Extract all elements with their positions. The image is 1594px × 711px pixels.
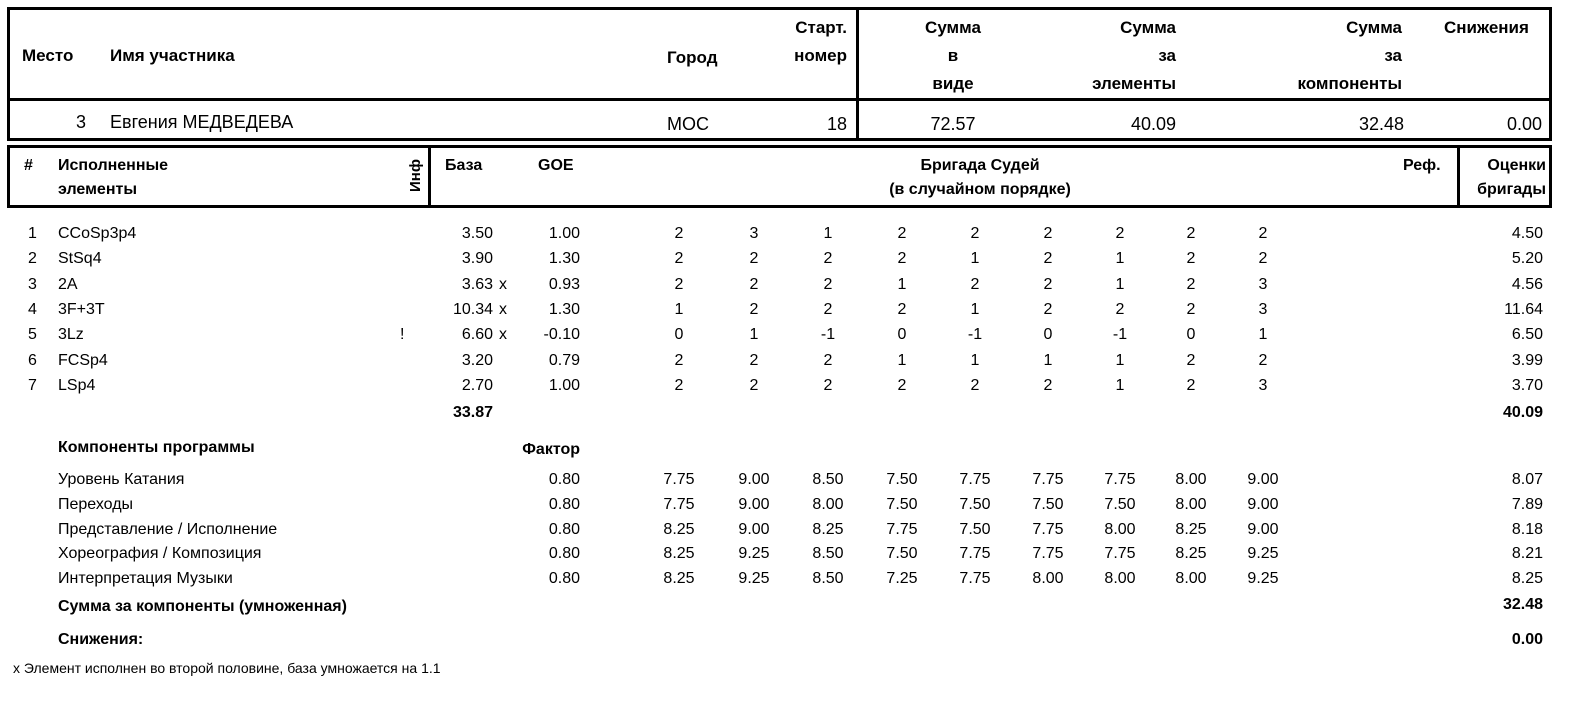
element-judge-score: 1 (897, 351, 907, 369)
component-judge-score: 8.00 (1032, 570, 1064, 588)
element-number: 2 (28, 250, 37, 268)
element-judge-score: 1 (1258, 326, 1268, 344)
element-judge-score: -1 (1112, 326, 1128, 344)
element-judge-score: 1 (970, 351, 980, 369)
component-judge-score: 7.25 (886, 570, 918, 588)
element-judge-score: 2 (1043, 300, 1053, 318)
element-judge-score: 2 (970, 376, 980, 394)
component-judge-score: 8.25 (663, 545, 695, 563)
component-judge-score: 7.75 (1032, 545, 1064, 563)
col-goe: GOE (538, 157, 574, 174)
skater-name: Евгения МЕДВЕДЕВА (110, 112, 294, 132)
component-factor: 0.80 (548, 471, 580, 488)
element-base: 3.90 (461, 250, 493, 268)
element-code: 3F+3T (58, 300, 105, 318)
element-panel-score: 4.56 (1511, 275, 1543, 293)
element-judge-score: 2 (823, 250, 833, 268)
element-judge-score: 2 (970, 275, 980, 293)
col-number: # (24, 157, 33, 174)
element-code: CCoSp3p4 (58, 225, 137, 242)
component-judge-score: 8.50 (812, 545, 844, 563)
component-judge-score: 8.00 (1175, 495, 1207, 513)
col-ref: Реф. (1403, 157, 1441, 174)
element-judge-score: 2 (1186, 250, 1196, 268)
col-pcs-1: Сумма (1346, 18, 1402, 37)
element-panel-score: 11.64 (1504, 300, 1543, 318)
component-judge-score: 7.75 (1032, 471, 1064, 488)
element-judge-score: 1 (749, 326, 759, 344)
component-panel-score: 7.89 (1511, 495, 1543, 513)
component-judge-score: 7.75 (886, 520, 918, 538)
footnote: x Элемент исполнен во второй половине, база умножается на 1.1 (13, 660, 441, 676)
component-name: Хореография / Композиция (58, 545, 262, 563)
element-second-half-mark: x (499, 275, 507, 293)
component-panel-score: 8.18 (1511, 520, 1543, 538)
component-judge-score: 7.50 (1104, 495, 1136, 513)
element-panel-score: 4.50 (1511, 225, 1543, 242)
tes-total: 40.09 (1502, 404, 1543, 421)
factor-label: Фактор (522, 441, 580, 458)
element-code: 3Lz (58, 326, 84, 344)
element-judge-score: 1 (970, 250, 980, 268)
element-judge-score: 1 (1043, 351, 1053, 369)
component-judge-score: 7.75 (663, 495, 695, 513)
col-name: Имя участника (110, 46, 235, 65)
element-number: 5 (28, 326, 37, 344)
element-judge-score: 2 (749, 300, 759, 318)
component-factor: 0.80 (548, 520, 580, 538)
col-tes-3: элементы (1092, 74, 1176, 93)
element-judge-score: 2 (674, 250, 684, 268)
component-judge-score: 7.75 (663, 471, 695, 488)
elements-header-divider-right (1457, 145, 1460, 208)
header-vertical-divider (856, 7, 859, 141)
col-executed-1: Исполненные (58, 157, 169, 174)
component-judge-score: 8.25 (812, 520, 844, 538)
component-name: Переходы (58, 495, 134, 513)
element-panel-score: 5.20 (1511, 250, 1543, 268)
element-base: 2.70 (461, 376, 493, 394)
element-judge-score: 2 (1043, 275, 1053, 293)
col-deductions: Снижения (1444, 18, 1529, 37)
skater-city: MOC (667, 114, 709, 134)
component-judge-score: 7.75 (959, 570, 991, 588)
col-start-1: Старт. (795, 18, 847, 37)
col-place: Место (22, 46, 74, 65)
element-judge-score: 2 (749, 376, 759, 394)
element-judge-score: 2 (823, 275, 833, 293)
component-judge-score: 8.25 (1175, 520, 1207, 538)
element-number: 1 (28, 225, 37, 242)
element-panel-score: 3.70 (1511, 376, 1543, 394)
component-judge-score: 9.00 (1247, 520, 1279, 538)
element-judge-score: 2 (823, 300, 833, 318)
element-judge-score: 2 (674, 225, 684, 242)
element-code: LSp4 (58, 376, 96, 394)
element-judge-score: 3 (1258, 300, 1268, 318)
component-panel-score: 8.07 (1511, 471, 1543, 488)
elements-header-box (7, 145, 1552, 208)
skater-pcs: 32.48 (1358, 114, 1404, 134)
element-goe: 1.00 (548, 225, 580, 242)
element-judge-score: 2 (749, 275, 759, 293)
component-factor: 0.80 (548, 495, 580, 513)
element-info: ! (400, 326, 405, 344)
element-judge-score: 3 (1258, 376, 1268, 394)
component-judge-score: 9.00 (1247, 495, 1279, 513)
component-judge-score: 9.25 (738, 545, 770, 563)
skater-deductions: 0.00 (1506, 114, 1542, 134)
element-judge-score: 1 (674, 300, 684, 318)
element-judge-score: 1 (1115, 376, 1125, 394)
component-judge-score: 7.50 (886, 471, 918, 488)
col-tss-1: Сумма (925, 18, 981, 37)
element-judge-score: 2 (749, 351, 759, 369)
element-panel-score: 6.50 (1511, 326, 1543, 344)
element-judge-score: 2 (1115, 225, 1125, 242)
element-judge-score: 3 (1258, 275, 1268, 293)
element-judge-score: 1 (1115, 250, 1125, 268)
element-judge-score: 2 (674, 351, 684, 369)
base-total: 33.87 (452, 404, 493, 421)
component-judge-score: 8.00 (1104, 570, 1136, 588)
component-judge-score: 9.00 (738, 495, 770, 513)
element-base: 3.20 (461, 351, 493, 369)
element-judge-score: 2 (1043, 376, 1053, 394)
element-goe: 1.30 (548, 250, 580, 268)
element-judge-score: 2 (749, 250, 759, 268)
component-judge-score: 7.75 (1104, 471, 1136, 488)
element-judge-score: 0 (674, 326, 684, 344)
component-factor: 0.80 (548, 545, 580, 563)
element-judge-score: 2 (674, 275, 684, 293)
element-goe: 0.79 (548, 351, 580, 369)
component-judge-score: 9.25 (738, 570, 770, 588)
component-judge-score: 8.25 (663, 570, 695, 588)
col-tes-1: Сумма (1120, 18, 1176, 37)
element-judge-score: 2 (1115, 300, 1125, 318)
element-judge-score: 1 (1115, 351, 1125, 369)
skater-tss: 72.57 (930, 114, 976, 134)
element-judge-score: 2 (897, 225, 907, 242)
component-judge-score: 8.00 (1175, 471, 1207, 488)
element-judge-score: 2 (970, 225, 980, 242)
component-name: Уровень Катания (58, 471, 185, 488)
col-score-1: Оценки (1487, 157, 1546, 174)
component-name: Интерпретация Музыки (58, 570, 233, 588)
component-judge-score: 8.25 (1175, 545, 1207, 563)
component-judge-score: 9.00 (738, 520, 770, 538)
element-judge-score: -1 (820, 326, 836, 344)
component-judge-score: 9.25 (1247, 545, 1279, 563)
component-judge-score: 8.50 (812, 570, 844, 588)
header-divider (7, 98, 1552, 101)
element-judge-score: 2 (1186, 351, 1196, 369)
component-judge-score: 8.00 (1104, 520, 1136, 538)
element-judge-score: 2 (1258, 225, 1268, 242)
col-base: База (445, 157, 483, 174)
skater-start-number: 18 (826, 114, 847, 134)
col-tss-2: в (947, 46, 959, 65)
component-panel-score: 8.21 (1511, 545, 1543, 563)
element-base: 10.34 (452, 300, 493, 318)
elements-header-divider-left (428, 145, 431, 208)
component-judge-score: 9.00 (738, 471, 770, 488)
col-panel-1: Бригада Судей (920, 157, 1040, 174)
element-code: FCSp4 (58, 351, 108, 369)
element-judge-score: 2 (1186, 275, 1196, 293)
element-number: 3 (28, 275, 37, 293)
element-judge-score: 2 (1043, 225, 1053, 242)
component-name: Представление / Исполнение (58, 520, 278, 538)
element-judge-score: 2 (897, 300, 907, 318)
col-tss-3: виде (932, 74, 974, 93)
col-panel-2: (в случайном порядке) (889, 181, 1071, 198)
component-judge-score: 9.25 (1247, 570, 1279, 588)
element-goe: 1.30 (548, 300, 580, 318)
pcs-total: 32.48 (1502, 596, 1543, 613)
col-city: Город (667, 48, 718, 67)
element-judge-score: 1 (897, 275, 907, 293)
element-panel-score: 3.99 (1511, 351, 1543, 369)
deductions-label: Снижения: (58, 631, 144, 648)
skater-place: 3 (76, 112, 87, 132)
element-goe: 1.00 (548, 376, 580, 394)
skater-tes: 40.09 (1130, 114, 1176, 134)
element-judge-score: 2 (1186, 300, 1196, 318)
component-factor: 0.80 (548, 570, 580, 588)
element-base: 3.63 (461, 275, 493, 293)
component-judge-score: 8.25 (663, 520, 695, 538)
col-score-2: бригады (1477, 181, 1546, 198)
element-judge-score: 2 (897, 250, 907, 268)
component-judge-score: 7.50 (886, 545, 918, 563)
element-base: 6.60 (461, 326, 493, 344)
col-info: Инф (406, 159, 424, 192)
element-judge-score: 2 (1258, 351, 1268, 369)
component-panel-score: 8.25 (1511, 570, 1543, 588)
component-judge-score: 7.50 (1032, 495, 1064, 513)
components-title: Компоненты программы (58, 439, 255, 456)
element-judge-score: 2 (1186, 225, 1196, 242)
element-judge-score: 1 (1115, 275, 1125, 293)
deductions-total: 0.00 (1511, 631, 1543, 648)
pcs-label: Сумма за компоненты (умноженная) (58, 598, 347, 615)
element-judge-score: 1 (970, 300, 980, 318)
component-judge-score: 7.50 (959, 520, 991, 538)
element-judge-score: 2 (823, 376, 833, 394)
element-code: StSq4 (58, 250, 102, 268)
element-judge-score: -1 (967, 326, 983, 344)
element-number: 7 (28, 376, 37, 394)
element-number: 6 (28, 351, 37, 369)
component-judge-score: 7.75 (959, 471, 991, 488)
component-judge-score: 9.00 (1247, 471, 1279, 488)
element-base: 3.50 (461, 225, 493, 242)
component-judge-score: 8.00 (1175, 570, 1207, 588)
element-judge-score: 1 (823, 225, 833, 242)
element-judge-score: 2 (1258, 250, 1268, 268)
element-judge-score: 0 (1043, 326, 1053, 344)
col-pcs-3: компоненты (1297, 74, 1402, 93)
element-second-half-mark: x (499, 300, 507, 318)
element-judge-score: 0 (1186, 326, 1196, 344)
component-judge-score: 7.75 (959, 545, 991, 563)
element-judge-score: 3 (749, 225, 759, 242)
element-second-half-mark: x (499, 326, 507, 344)
element-goe: 0.93 (548, 275, 580, 293)
element-goe: -0.10 (543, 326, 580, 344)
element-code: 2A (58, 275, 78, 293)
col-pcs-2: за (1384, 46, 1402, 65)
component-judge-score: 8.00 (812, 495, 844, 513)
element-judge-score: 2 (823, 351, 833, 369)
element-judge-score: 0 (897, 326, 907, 344)
component-judge-score: 7.75 (1032, 520, 1064, 538)
element-judge-score: 2 (674, 376, 684, 394)
element-judge-score: 2 (897, 376, 907, 394)
element-judge-score: 2 (1043, 250, 1053, 268)
component-judge-score: 7.75 (1104, 545, 1136, 563)
col-executed-2: элементы (58, 181, 137, 198)
component-judge-score: 7.50 (886, 495, 918, 513)
col-tes-2: за (1158, 46, 1176, 65)
element-judge-score: 2 (1186, 376, 1196, 394)
col-start-2: номер (794, 46, 847, 65)
component-judge-score: 7.50 (959, 495, 991, 513)
element-number: 4 (28, 300, 37, 318)
component-judge-score: 8.50 (812, 471, 844, 488)
